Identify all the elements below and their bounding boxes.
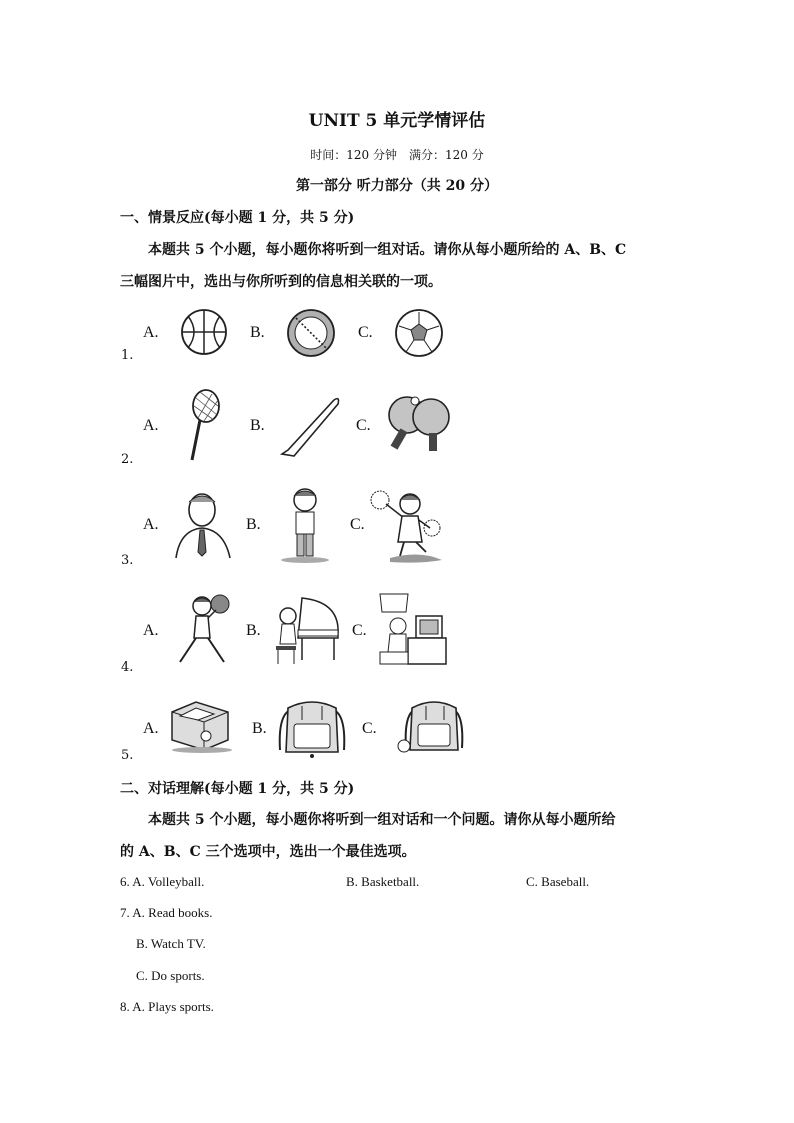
q3-option-b[interactable]: B. xyxy=(246,516,261,533)
q7-option-b[interactable]: B. Watch TV. xyxy=(136,936,206,951)
soccer-ball-icon xyxy=(394,308,444,358)
page-title: UNIT 5 单元学情评估 xyxy=(308,111,486,131)
q2-option-c[interactable]: C. xyxy=(356,417,371,434)
q4-number: 4. xyxy=(121,660,134,675)
q6-option-c[interactable]: C. Baseball. xyxy=(526,874,590,889)
ping-pong-paddles-icon xyxy=(385,393,453,453)
q7-option-c[interactable]: C. Do sports. xyxy=(136,968,205,983)
q5-option-a[interactable]: A. xyxy=(143,720,159,737)
q4-option-c[interactable]: C. xyxy=(352,622,367,639)
cheerleader-girl-icon xyxy=(370,488,442,564)
q3-number: 3. xyxy=(121,553,134,568)
box-with-ball-icon xyxy=(166,698,236,754)
man-in-tie-icon xyxy=(172,488,234,560)
boy-standing-icon xyxy=(280,486,330,564)
q1-number: 1. xyxy=(121,348,134,363)
exam-meta: 时间：120 分钟 满分：120 分 xyxy=(310,148,484,162)
q7-option-a[interactable]: 7. A. Read books. xyxy=(120,905,213,920)
q4-option-a[interactable]: A. xyxy=(143,622,159,639)
section1-heading: 一、情景反应(每小题 1 分，共 5 分) xyxy=(120,210,355,226)
section2-instruction-line1: 本题共 5 个小题，每小题你将听到一组对话和一个问题。请你从每小题所给 xyxy=(148,812,616,828)
basketball-icon xyxy=(180,308,228,356)
q6-option-a[interactable]: 6. A. Volleyball. xyxy=(120,874,205,889)
backpack-icon xyxy=(276,696,348,758)
section2-instruction-line2: 的 A、B、C 三个选项中，选出一个最佳选项。 xyxy=(120,844,416,860)
q1-option-a[interactable]: A. xyxy=(143,324,159,341)
q2-option-a[interactable]: A. xyxy=(143,417,159,434)
q3-option-a[interactable]: A. xyxy=(143,516,159,533)
girl-at-piano-icon xyxy=(272,594,342,666)
girl-with-ball-icon xyxy=(172,592,234,668)
tennis-racket-icon xyxy=(184,388,224,464)
part-heading: 第一部分 听力部分（共 20 分） xyxy=(295,178,499,194)
q2-option-b[interactable]: B. xyxy=(250,417,265,434)
q2-number: 2. xyxy=(121,452,134,467)
q8-option-a[interactable]: 8. A. Plays sports. xyxy=(120,999,214,1014)
q5-number: 5. xyxy=(121,748,134,763)
q3-option-c[interactable]: C. xyxy=(350,516,365,533)
q5-option-b[interactable]: B. xyxy=(252,720,267,737)
q1-option-b[interactable]: B. xyxy=(250,324,265,341)
q4-option-b[interactable]: B. xyxy=(246,622,261,639)
baseball-icon xyxy=(286,308,336,358)
backpack-with-ball-icon xyxy=(396,696,468,758)
section1-instruction-line1: 本题共 5 个小题，每小题你将听到一组对话。请你从每小题所给的 A、B、C xyxy=(148,242,627,258)
q1-option-c[interactable]: C. xyxy=(358,324,373,341)
q6-option-b[interactable]: B. Basketball. xyxy=(346,874,420,889)
section1-instruction-line2: 三幅图片中，选出与你所听到的信息相关联的一项。 xyxy=(120,274,442,290)
baseball-bat-icon xyxy=(278,394,342,458)
q5-option-c[interactable]: C. xyxy=(362,720,377,737)
girl-at-computer-icon xyxy=(378,592,448,668)
section2-heading: 二、对话理解(每小题 1 分，共 5 分) xyxy=(120,781,355,797)
